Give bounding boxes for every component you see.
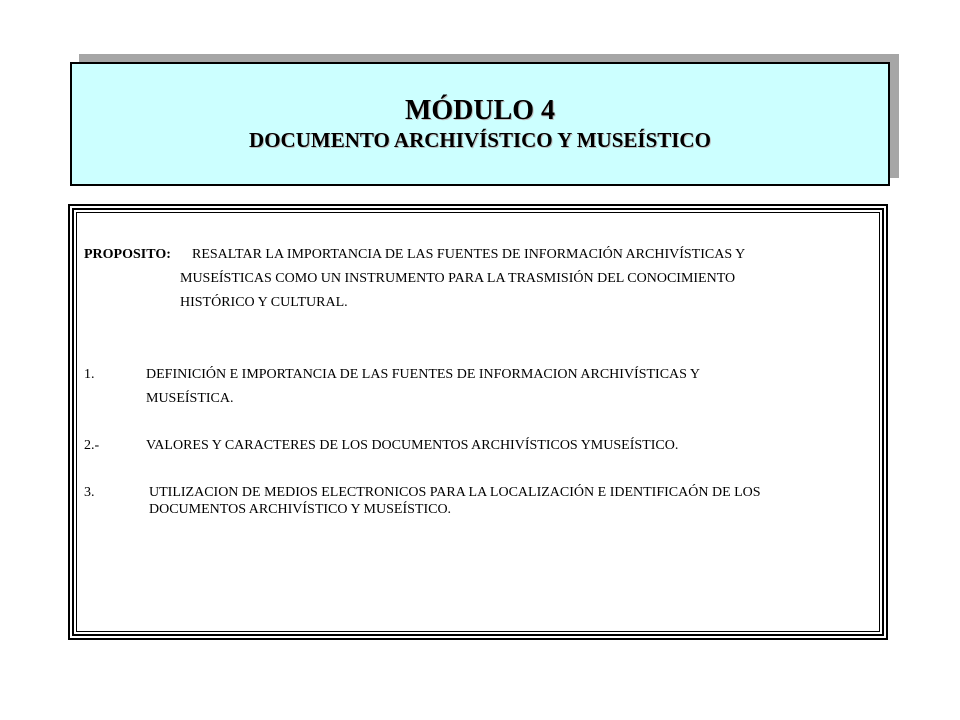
item-2-line-1: VALORES Y CARACTERES DE LOS DOCUMENTOS ARCHIVÍSTICOS YMUSEÍSTICO. — [146, 438, 679, 453]
item-3-line-2: DOCUMENTOS ARCHIVÍSTICO Y MUSEÍSTICO. — [149, 502, 452, 517]
content-area — [76, 212, 880, 632]
proposito-line-2: MUSEÍSTICAS COMO UN INSTRUMENTO PARA LA TRASMISIÓN DEL CONOCIMIENTO — [180, 271, 736, 286]
proposito-label: PROPOSITO: — [84, 247, 171, 262]
title-box — [70, 62, 890, 186]
item-1-number: 1. — [84, 367, 95, 382]
module-subtitle: DOCUMENTO ARCHIVÍSTICO Y MUSEÍSTICO — [249, 128, 711, 152]
item-3-number: 3. — [84, 485, 95, 500]
item-3-line-1: UTILIZACION DE MEDIOS ELECTRONICOS PARA LA LOCALIZACIÓN E IDENTIFICAÓN DE LOS — [149, 485, 761, 500]
proposito-line-3: HISTÓRICO Y CULTURAL. — [180, 295, 348, 310]
module-title: MÓDULO 4 — [404, 95, 556, 126]
item-1-line-1: DEFINICIÓN E IMPORTANCIA DE LAS FUENTES DE INFORMACION ARCHIVÍSTICAS Y — [146, 367, 701, 382]
item-2-number: 2.- — [84, 438, 100, 453]
proposito-line-1: RESALTAR LA IMPORTANCIA DE LAS FUENTES DE INFORMACIÓN ARCHIVÍSTICAS Y — [192, 247, 746, 262]
item-1-line-2: MUSEÍSTICA. — [146, 391, 234, 406]
content-frame — [68, 204, 888, 640]
